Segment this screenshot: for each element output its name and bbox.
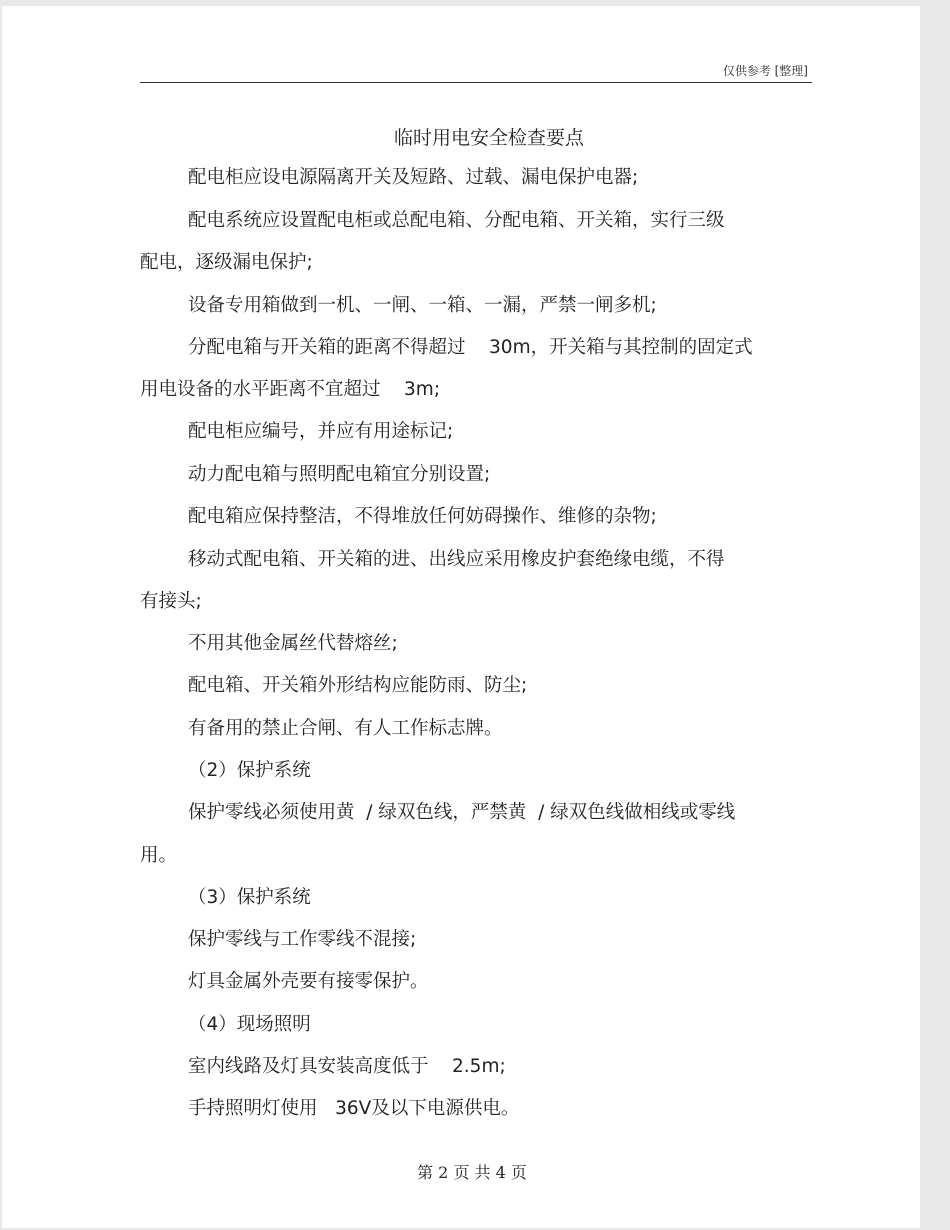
- paragraph-line: 配电箱应保持整洁，不得堆放任何妨碍操作、维修的杂物;: [188, 506, 657, 527]
- paragraph-line: 保护零线必须使用黄 / 绿双色线，严禁黄 / 绿双色线做相线或零线: [188, 802, 736, 823]
- header-note: 仅供参考 [整理]: [722, 64, 808, 78]
- paragraph-line: 不用其他金属丝代替熔丝;: [188, 633, 398, 654]
- paragraph-line: 配电柜应编号，并应有用途标记;: [188, 421, 454, 442]
- paragraph-line: 手持照明灯使用 36V及以下电源供电。: [188, 1098, 520, 1119]
- document-title: 临时用电安全检查要点: [393, 127, 584, 149]
- page-number-footer: 第 2 页 共 4 页: [417, 1163, 527, 1182]
- paragraph-line: 室内线路及灯具安装高度低于 2.5m;: [188, 1056, 506, 1077]
- paragraph-line: 配电箱、开关箱外形结构应能防雨、防尘;: [188, 675, 528, 696]
- paragraph-line: 移动式配电箱、开关箱的进、出线应采用橡皮护套绝缘电缆，不得: [188, 549, 725, 570]
- paragraph-line: 用电设备的水平距离不宜超过 3m;: [140, 379, 441, 400]
- paragraph-line: 保护零线与工作零线不混接;: [188, 929, 417, 950]
- document-page: [2, 6, 920, 1228]
- section-heading: （4）现场照明: [188, 1014, 311, 1035]
- section-heading: （3）保护系统: [188, 887, 311, 908]
- paragraph-line: 配电，逐级漏电保护;: [140, 252, 313, 273]
- paragraph-line: 用。: [140, 845, 178, 866]
- paragraph-line: 配电柜应设电源隔离开关及短路、过载、漏电保护电器;: [188, 167, 639, 188]
- paragraph-line: 有接头;: [140, 591, 202, 612]
- header-rule: [140, 82, 812, 83]
- paragraph-line: 动力配电箱与照明配电箱宜分别设置;: [188, 464, 491, 485]
- paragraph-line: 配电系统应设置配电柜或总配电箱、分配电箱、开关箱，实行三级: [188, 210, 725, 231]
- paragraph-line: 有备用的禁止合闸、有人工作标志牌。: [188, 718, 503, 739]
- paragraph-line: 设备专用箱做到一机、一闸、一箱、一漏，严禁一闸多机;: [188, 295, 657, 316]
- paragraph-line: 灯具金属外壳要有接零保护。: [188, 971, 429, 992]
- section-heading: （2）保护系统: [188, 760, 311, 781]
- paragraph-line: 分配电箱与开关箱的距离不得超过 30m，开关箱与其控制的固定式: [188, 337, 753, 358]
